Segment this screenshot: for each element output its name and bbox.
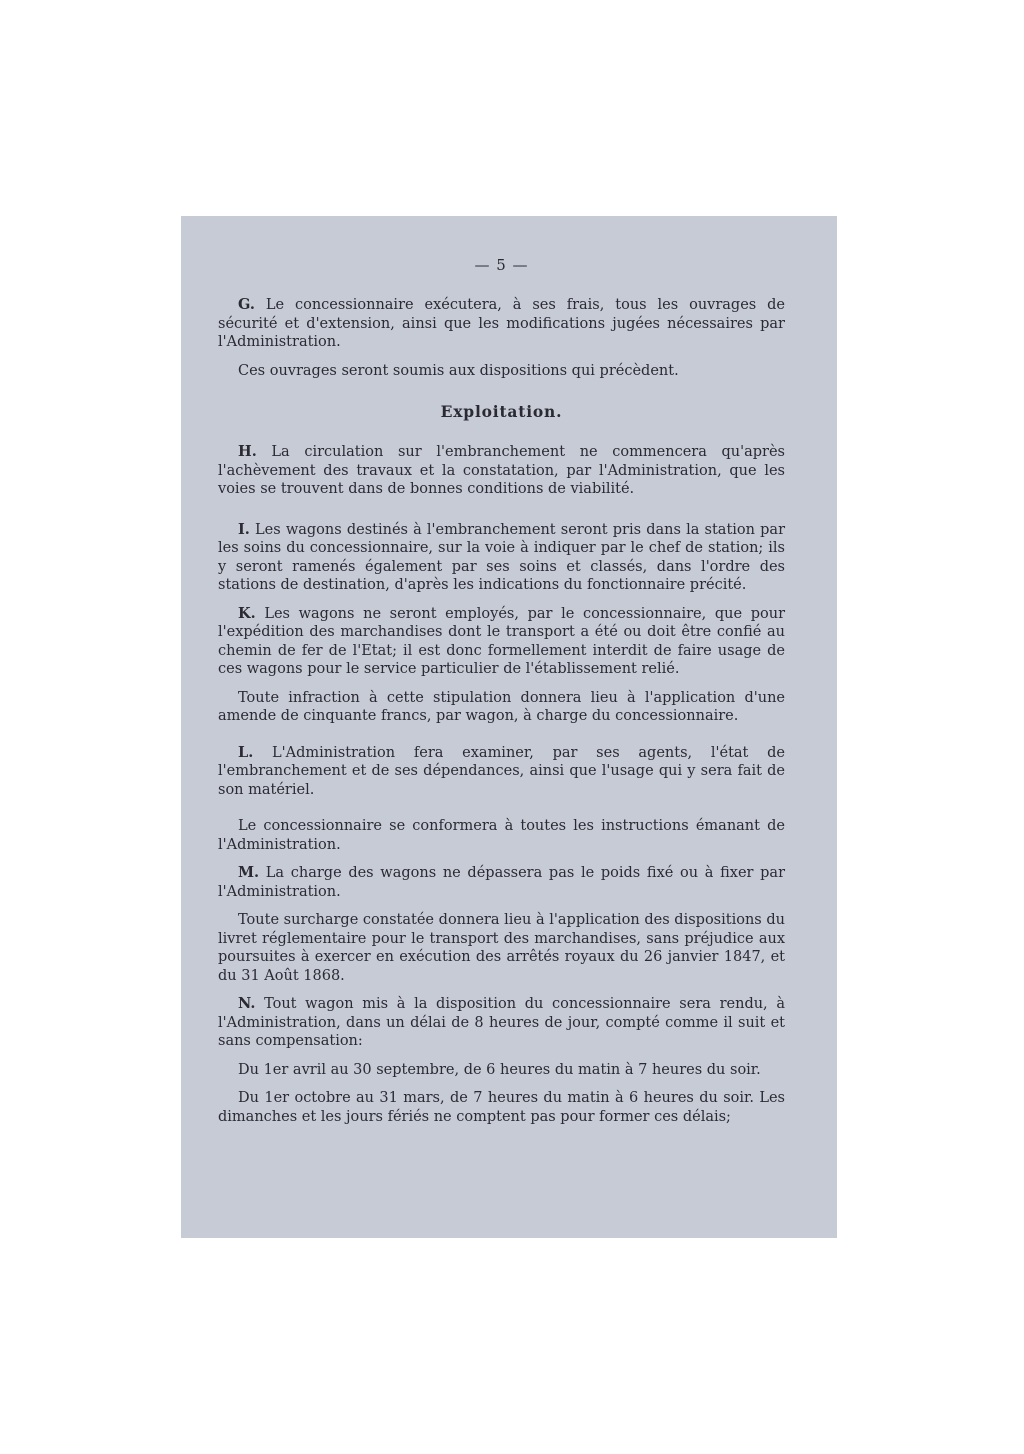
paragraph-text: Toute surcharge constatée donnera lieu à l'application des dispositions du livret réglementaire pour le transport des marchandises, sans préjudice aux poursuites à exercer en exécution des arrêtés royaux du 26 janvier 1847, et du 31 Août 1868. (218, 912, 785, 984)
paragraph-text: Toute infraction à cette stipulation donnera lieu à l'application d'une amende de cinquante francs, par wagon, à charge du concessionnaire. (218, 689, 785, 724)
paragraph-letter: M. (238, 864, 260, 881)
paragraph-text-only (218, 1089, 785, 1126)
paragraph-m (218, 864, 785, 901)
paragraph-text: Ces ouvrages seront soumis aux dispositions qui précèdent. (238, 362, 679, 379)
paragraph-text: La charge des wagons ne dépassera pas le poids fixé ou à fixer par l'Administration. (218, 865, 785, 900)
paragraph-text: Du 1er avril au 30 septembre, de 6 heures du matin à 7 heures du soir. (238, 1061, 761, 1078)
paragraph-text-only (218, 689, 785, 726)
paragraph-h (218, 443, 785, 499)
paragraph-text: Tout wagon mis à la disposition du concessionnaire sera rendu, à l'Administration, dans un délai de 8 heures de jour, compté comme il suit et sans compensation: (218, 996, 785, 1049)
paragraph-text: Le concessionnaire se conformera à toutes les instructions émanant de l'Administration. (218, 818, 785, 853)
paragraph-l (218, 744, 785, 800)
paragraph-text: Les wagons destinés à l'embranchement seront pris dans la station par les soins du concessionnaire, sur la voie à indiquer par le chef de station; ils y seront ramenés également par ses soins et classés, dans l'ordre des stations de destination, d'après les indications du fonctionnaire précité. (218, 521, 785, 593)
paragraph-letter: N. (238, 995, 256, 1012)
paragraph-i (218, 521, 785, 595)
paragraph-text-only (218, 817, 785, 854)
paragraph-text-only (218, 911, 785, 985)
document-page (181, 216, 837, 1238)
paragraph-text-only (218, 362, 785, 381)
paragraph-text-only (218, 1061, 785, 1080)
paragraph-letter: I. (238, 520, 250, 538)
paragraph-text: Les wagons ne seront employés, par le concessionnaire, que pour l'expédition des marchandises dont le transport a été ou doit être confié au chemin de fer de l'Etat; il est donc formellement interdit de faire usage de ces wagons pour le service particulier de l'établissement relié. (218, 605, 785, 677)
paragraph-k (218, 605, 785, 679)
paragraph-letter: H. (238, 443, 257, 460)
paragraph-letter: K. (238, 604, 256, 622)
paragraph-text: La circulation sur l'embranchement ne commencera qu'après l'achèvement des travaux et la constatation, par l'Administration, que les voies se trouvent dans de bonnes conditions de viabilité. (218, 444, 786, 497)
paragraph-text: Du 1er octobre au 31 mars, de 7 heures du matin à 6 heures du soir. Les dimanches et les jours fériés ne comptent pas pour former ces délais; (218, 1090, 785, 1125)
paragraph-letter: G. (238, 296, 255, 313)
paragraph-text: L'Administration fera examiner, par ses agents, l'état de l'embranchement et de ses dépendances, ainsi que l'usage qui y sera fait de son matériel. (218, 744, 786, 798)
paragraph-text: Le concessionnaire exécutera, à ses frais, tous les ouvrages de sécurité et d'extension, ainsi que les modifications jugées nécessaires par l'Administration. (218, 297, 786, 350)
paragraph-n (218, 995, 785, 1051)
paragraph-g (218, 296, 785, 352)
page-number: — 5 — (474, 256, 529, 274)
paragraph-letter: L. (238, 743, 254, 761)
section-title: Exploitation. (440, 402, 563, 421)
